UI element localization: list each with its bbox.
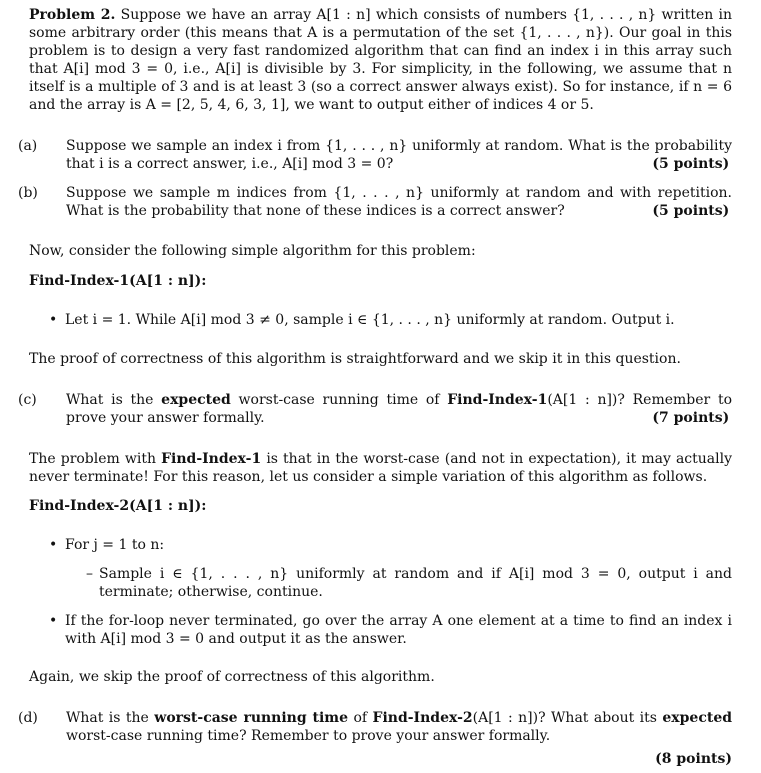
alg2-title: Find-Index-2(A[1 : n]): <box>29 498 207 514</box>
part-b-label: (b) <box>18 185 38 201</box>
problem-with-text <box>29 450 732 486</box>
part-c-label: (c) <box>18 392 37 408</box>
part-c <box>18 391 733 427</box>
part-b-points: (5 points) <box>652 203 730 219</box>
part-d-points-row <box>29 750 732 768</box>
part-a <box>18 137 732 173</box>
part-d-bold-runtime: worst-case running time <box>154 710 349 726</box>
alg2-bullet2 <box>49 612 732 648</box>
part-a-points: (5 points) <box>652 156 730 172</box>
part-c-pre: What is the <box>66 392 154 408</box>
alg2-bullet1 <box>49 536 732 554</box>
consider-text: Now, consider the following simple algorithm for this problem: <box>29 243 476 259</box>
part-c-post: (A[1 : n])? Remember to prove your answer formally. <box>66 392 733 426</box>
problem-intro-text: Suppose we have an array A[1 : n] which consists of numbers {1, . . . , n} written in some arbitrary order (this means that A is a permutation of the set {1, . . . , n}). Our goal in this problem is to design a very fast randomized algorithm that can find an index i in this array such that A[i] mod 3 = 0, i.e., A[i] is divisible by 3. For simplicity, in the following, we assume that n itself is a multiple of 3 and is at least 3 (so a correct answer always exist). So for instance, if n = 6 and the array is A = [2, 5, 4, 6, 3, 1], we want to output either of indices 4 or 5. <box>29 7 732 113</box>
part-d-points: (8 points) <box>655 751 732 767</box>
part-d-bold-alg: Find-Index-2 <box>372 710 473 726</box>
alg1-bullet-text: Let i = 1. While A[i] mod 3 ≠ 0, sample i ∈ {1, . . . , n} uniformly at random. Output i. <box>65 312 675 328</box>
part-d-pre: What is the <box>66 710 149 726</box>
proof1-text: The proof of correctness of this algorithm is straightforward and we skip it in this question. <box>29 351 681 367</box>
part-b <box>18 184 732 220</box>
problem-with-pre: The problem with <box>29 451 156 467</box>
bullet-dot-icon: • <box>49 312 58 328</box>
proof2-text: Again, we skip the proof of correctness of this algorithm. <box>29 669 435 685</box>
part-c-bold-expected: expected <box>161 392 231 408</box>
part-d <box>18 709 733 745</box>
bullet-dot-icon: • <box>49 613 58 629</box>
part-a-text: Suppose we sample an index i from {1, . . . , n} uniformly at random. What is the probability that i is a correct answer, i.e., A[i] mod 3 = 0? <box>66 138 732 172</box>
alg2-sub1-text: Sample i ∈ {1, . . . , n} uniformly at random and if A[i] mod 3 = 0, output i and terminate; otherwise, continue. <box>99 566 732 600</box>
alg2-sub1 <box>86 565 732 601</box>
part-b-text: Suppose we sample m indices from {1, . . . , n} uniformly at random and with repetition. What is the probability that none of these indices is a correct answer? <box>66 185 732 219</box>
part-c-mid: worst-case running time of <box>238 392 440 408</box>
alg1-bullet <box>49 311 732 329</box>
part-d-bold-expected: expected <box>662 710 733 726</box>
problem-with-post: is that in the worst-case (and not in expectation), it may actually never terminate! For this reason, let us consider a simple variation of this algorithm as follows. <box>29 451 732 485</box>
problem-intro <box>29 6 732 114</box>
alg2-bullet2-text: If the for-loop never terminated, go over the array A one element at a time to find an index i with A[i] mod 3 = 0 and output it as the answer. <box>65 613 732 647</box>
alg2-bullet1-text: For j = 1 to n: <box>65 537 165 553</box>
alg1-title: Find-Index-1(A[1 : n]): <box>29 273 207 289</box>
part-d-mid2: (A[1 : n])? What about its <box>472 710 657 726</box>
part-c-bold-alg: Find-Index-1 <box>447 392 548 408</box>
part-a-label: (a) <box>18 138 38 154</box>
problem-heading: Problem 2. <box>29 7 116 23</box>
part-d-post: worst-case running time? Remember to prove your answer formally. <box>66 728 551 744</box>
part-c-points: (7 points) <box>652 410 730 426</box>
dash-icon: – <box>86 566 93 582</box>
bullet-dot-icon: • <box>49 537 58 553</box>
part-d-mid1: of <box>353 710 368 726</box>
problem-with-bold: Find-Index-1 <box>161 451 262 467</box>
part-d-label: (d) <box>18 710 38 726</box>
